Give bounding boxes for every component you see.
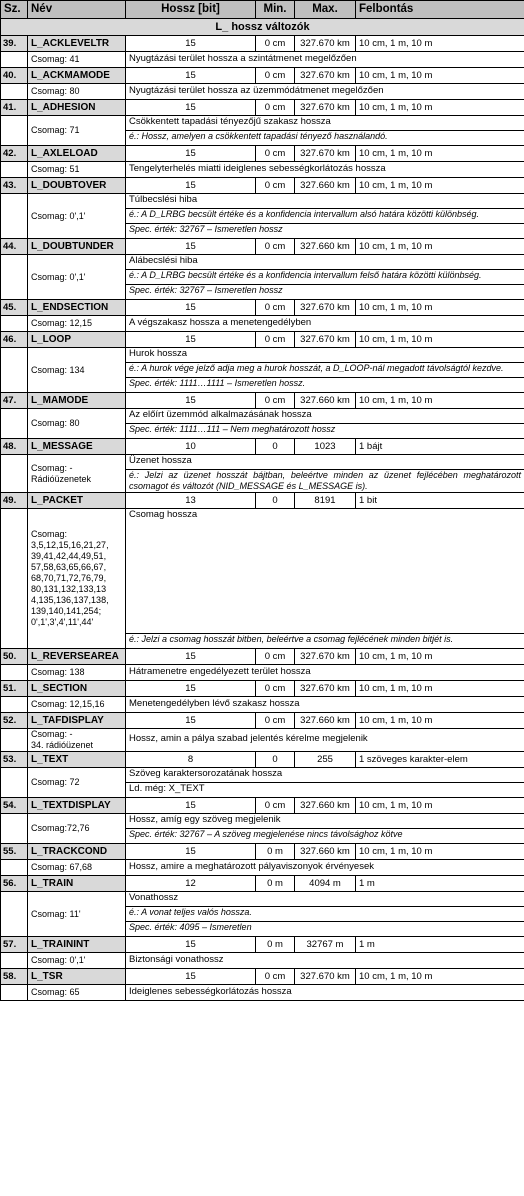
variable-description (126, 162, 524, 178)
variable-name: L_TEXTDISPLAY (28, 798, 126, 814)
variable-number: 58. (1, 969, 28, 985)
variable-name: L_REVERSEAREA (28, 649, 126, 665)
variable-min: 0 cm (256, 68, 295, 84)
variable-number: 40. (1, 68, 28, 84)
variable-number: 46. (1, 332, 28, 348)
description-text: Vonathossz (129, 892, 179, 903)
blank-cell (1, 316, 28, 332)
variable-row (1, 681, 524, 697)
variable-row (1, 36, 524, 52)
blank-cell (1, 255, 28, 300)
variable-min: 0 (256, 752, 295, 768)
blank-cell (1, 665, 28, 681)
variable-number: 52. (1, 713, 28, 729)
variable-number: 57. (1, 937, 28, 953)
packet-list: Csomag: 3,5,12,15,16,21,27, 39,41,42,44,49,51, 57,58,63,65,66,67, 68,70,71,72,76,79, 80,131,132,133,13 4,135,136,137,138, 139,140,141,254; 0',1',3',4',11',44' (28, 509, 126, 649)
packet-list: Csomag: 0',1' (28, 255, 126, 300)
variable-detail-row (1, 729, 524, 752)
description-text: Üzenet hossza (129, 455, 192, 466)
variable-bits: 15 (126, 100, 256, 116)
variable-detail-row (1, 52, 524, 68)
description-note: Spec. érték: 4095 – Ismeretlen (126, 921, 524, 936)
variable-detail-row (1, 697, 524, 713)
packet-list: Csomag: 11' (28, 892, 126, 937)
variable-name: L_TRAIN (28, 876, 126, 892)
variable-name: L_ACKLEVELTR (28, 36, 126, 52)
variable-max: 4094 m (295, 876, 356, 892)
variable-detail-row (1, 84, 524, 100)
variable-description (126, 665, 524, 681)
variable-min: 0 cm (256, 36, 295, 52)
blank-cell (1, 162, 28, 178)
variable-max: 327.670 km (295, 681, 356, 697)
variable-detail-row (1, 985, 524, 1001)
variable-row (1, 798, 524, 814)
variable-bits: 10 (126, 439, 256, 455)
description-text: Hurok hossza (129, 348, 188, 359)
variable-resolution: 1 m (356, 937, 524, 953)
variable-detail-row (1, 409, 524, 439)
variable-number: 42. (1, 146, 28, 162)
variable-resolution: 10 cm, 1 m, 10 m (356, 332, 524, 348)
variable-name: L_ACKMAMODE (28, 68, 126, 84)
blank-cell (1, 509, 28, 649)
variable-min: 0 cm (256, 332, 295, 348)
packet-list: Csomag:72,76 (28, 814, 126, 844)
variable-number: 49. (1, 493, 28, 509)
variable-detail-row (1, 814, 524, 844)
variable-detail-row (1, 255, 524, 300)
description-text: Nyugtázási terület hossza az üzemmódátmenet megelőzően (129, 84, 384, 96)
packet-list: Csomag: 0',1' (28, 953, 126, 969)
variable-row (1, 68, 524, 84)
variable-description (126, 985, 524, 1001)
blank-cell (1, 953, 28, 969)
variable-description (126, 814, 524, 844)
variable-max: 32767 m (295, 937, 356, 953)
description-text: Menetengedélyben lévő szakasz hossza (129, 697, 300, 709)
variable-row (1, 752, 524, 768)
description-text: Hossz, amin a pálya szabad jelentés kérelme megjelenik (129, 733, 368, 744)
variable-resolution: 10 cm, 1 m, 10 m (356, 146, 524, 162)
packet-list: Csomag: 41 (28, 52, 126, 68)
variable-detail-row (1, 509, 524, 649)
section-row (1, 19, 524, 36)
description-text: Biztonsági vonathossz (129, 953, 224, 965)
table-body (1, 19, 524, 1001)
description-text: A végszakasz hossza a menetengedélyben (129, 316, 312, 328)
variable-description (126, 953, 524, 969)
variable-name: L_TRACKCOND (28, 844, 126, 860)
variable-number: 51. (1, 681, 28, 697)
variable-row (1, 876, 524, 892)
variable-resolution: 1 bájt (356, 439, 524, 455)
variable-bits: 13 (126, 493, 256, 509)
description-note: Spec. érték: 1111…111 – Nem meghatározott hossz (126, 423, 524, 438)
variable-bits: 8 (126, 752, 256, 768)
blank-cell (1, 194, 28, 239)
variable-min: 0 (256, 439, 295, 455)
variable-resolution: 10 cm, 1 m, 10 m (356, 239, 524, 255)
variable-bits: 15 (126, 969, 256, 985)
variable-resolution: 10 cm, 1 m, 10 m (356, 300, 524, 316)
description-note: é.: Jelzi a csomag hosszát bitben, beleértve a csomag fejlécének minden bitjét is. (126, 633, 524, 648)
variable-row (1, 146, 524, 162)
blank-cell (1, 892, 28, 937)
variable-min: 0 cm (256, 100, 295, 116)
variable-name: L_AXLELOAD (28, 146, 126, 162)
header-felbontas: Felbontás (356, 1, 524, 19)
variable-row (1, 439, 524, 455)
description-text: Az előírt üzemmód alkalmazásának hossza (129, 409, 312, 420)
variable-name: L_MESSAGE (28, 439, 126, 455)
header-nev: Név (28, 1, 126, 19)
variable-max: 327.670 km (295, 68, 356, 84)
blank-cell (1, 348, 28, 393)
description-note: é.: A D_LRBG becsült értéke és a konfidencia intervallum felső határa közötti különbség. (126, 269, 524, 284)
variable-max: 255 (295, 752, 356, 768)
variable-description (126, 509, 524, 649)
variable-min: 0 (256, 493, 295, 509)
variable-bits: 15 (126, 239, 256, 255)
variable-description (126, 729, 524, 752)
variable-number: 43. (1, 178, 28, 194)
section-title: L_ hossz változók (1, 19, 524, 36)
variable-max: 327.660 km (295, 798, 356, 814)
blank-cell (1, 697, 28, 713)
variable-resolution: 10 cm, 1 m, 10 m (356, 969, 524, 985)
packet-list: Csomag: 71 (28, 116, 126, 146)
variable-description (126, 697, 524, 713)
variable-max: 327.670 km (295, 332, 356, 348)
variable-min: 0 cm (256, 969, 295, 985)
variable-min: 0 cm (256, 798, 295, 814)
variable-max: 327.660 km (295, 178, 356, 194)
blank-cell (1, 52, 28, 68)
description-text: Hátramenetre engedélyezett terület hossza (129, 665, 311, 677)
variable-name: L_MAMODE (28, 393, 126, 409)
variable-bits: 15 (126, 178, 256, 194)
variable-name: L_ENDSECTION (28, 300, 126, 316)
variable-resolution: 10 cm, 1 m, 10 m (356, 649, 524, 665)
blank-cell (1, 860, 28, 876)
variable-detail-row (1, 860, 524, 876)
blank-cell (1, 768, 28, 798)
variable-number: 56. (1, 876, 28, 892)
description-text: Túlbecslési hiba (129, 194, 198, 205)
variable-name: L_DOUBTUNDER (28, 239, 126, 255)
variable-name: L_TAFDISPLAY (28, 713, 126, 729)
packet-list: Csomag: 134 (28, 348, 126, 393)
variable-resolution: 10 cm, 1 m, 10 m (356, 681, 524, 697)
variable-row (1, 844, 524, 860)
description-note: é.: A D_LRBG becsült értéke és a konfidencia intervallum alsó határa közötti különbség. (126, 208, 524, 223)
packet-list: Csomag: 12,15 (28, 316, 126, 332)
variable-description (126, 860, 524, 876)
variable-max: 327.670 km (295, 146, 356, 162)
variable-detail-row (1, 768, 524, 798)
description-note: é.: Hossz, amelyen a csökkentett tapadási tényező használandó. (126, 130, 524, 145)
header-max: Max. (295, 1, 356, 19)
description-note: Spec. érték: 32767 – Ismeretlen hossz (126, 284, 524, 299)
packet-list: Csomag: 65 (28, 985, 126, 1001)
variable-resolution: 1 bit (356, 493, 524, 509)
packet-list: Csomag: 0',1' (28, 194, 126, 239)
variable-resolution: 10 cm, 1 m, 10 m (356, 100, 524, 116)
variable-detail-row (1, 194, 524, 239)
blank-cell (1, 729, 28, 752)
variable-name: L_TRAININT (28, 937, 126, 953)
variable-min: 0 cm (256, 393, 295, 409)
variable-row (1, 332, 524, 348)
description-text: Alábecslési hiba (129, 255, 198, 266)
variable-number: 50. (1, 649, 28, 665)
description-note: Spec. érték: 1111…1111 – Ismeretlen hossz. (126, 377, 524, 392)
variable-row (1, 239, 524, 255)
packet-list: Csomag: - 34. rádióüzenet (28, 729, 126, 752)
blank-cell (1, 84, 28, 100)
variable-max: 327.670 km (295, 969, 356, 985)
variable-max: 327.660 km (295, 239, 356, 255)
variable-min: 0 cm (256, 300, 295, 316)
variable-max: 327.660 km (295, 713, 356, 729)
variable-resolution: 1 m (356, 876, 524, 892)
variable-resolution: 1 szöveges karakter-elem (356, 752, 524, 768)
packet-list: Csomag: 12,15,16 (28, 697, 126, 713)
description-note: é.: A hurok vége jelző adja meg a hurok hosszát, a D_LOOP-nál megadott távolságtól kezdve. (126, 362, 524, 377)
description-text: Csökkentett tapadási tényezőjű szakasz hossza (129, 116, 331, 127)
variable-row (1, 937, 524, 953)
variable-max: 327.660 km (295, 844, 356, 860)
description-text: Ld. még: X_TEXT (126, 782, 524, 797)
variable-resolution: 10 cm, 1 m, 10 m (356, 68, 524, 84)
variable-detail-row (1, 665, 524, 681)
variable-description (126, 52, 524, 68)
variable-bits: 15 (126, 681, 256, 697)
variable-name: L_ADHESION (28, 100, 126, 116)
description-text: Csomag hossza (129, 509, 198, 520)
variable-detail-row (1, 455, 524, 493)
variable-resolution: 10 cm, 1 m, 10 m (356, 36, 524, 52)
variable-number: 55. (1, 844, 28, 860)
variable-number: 54. (1, 798, 28, 814)
variable-row (1, 393, 524, 409)
variable-max: 327.670 km (295, 36, 356, 52)
variable-description (126, 84, 524, 100)
variable-number: 47. (1, 393, 28, 409)
variable-description (126, 316, 524, 332)
variable-bits: 15 (126, 393, 256, 409)
variable-bits: 15 (126, 332, 256, 348)
variable-row (1, 100, 524, 116)
variable-row (1, 493, 524, 509)
header-hossz: Hossz [bit] (126, 1, 256, 19)
blank-cell (1, 409, 28, 439)
description-note: é.: A vonat teljes valós hossza. (126, 906, 524, 921)
variable-description (126, 348, 524, 393)
description-text: Nyugtázási terület hossza a szintátmenet megelőzően (129, 52, 357, 64)
variable-number: 39. (1, 36, 28, 52)
variable-detail-row (1, 348, 524, 393)
variable-row (1, 649, 524, 665)
blank-cell (1, 985, 28, 1001)
description-note: Spec. érték: 32767 – Ismeretlen hossz (126, 223, 524, 238)
variable-resolution: 10 cm, 1 m, 10 m (356, 178, 524, 194)
variable-detail-row (1, 892, 524, 937)
variable-number: 41. (1, 100, 28, 116)
variable-row (1, 178, 524, 194)
variable-bits: 15 (126, 798, 256, 814)
variable-name: L_PACKET (28, 493, 126, 509)
variable-name: L_LOOP (28, 332, 126, 348)
description-note: Spec. érték: 32767 – A szöveg megjelenése nincs távolsághoz kötve (126, 828, 524, 843)
variable-detail-row (1, 953, 524, 969)
variable-detail-row (1, 162, 524, 178)
packet-list: Csomag: 138 (28, 665, 126, 681)
variable-max: 327.660 km (295, 393, 356, 409)
variable-number: 44. (1, 239, 28, 255)
variable-name: L_TEXT (28, 752, 126, 768)
variable-min: 0 m (256, 844, 295, 860)
description-text: Tengelyterhelés miatti ideiglenes sebességkorlátozás hossza (129, 162, 386, 174)
description-text: Hossz, amire a meghatározott pályaviszonyok érvényesek (129, 860, 375, 872)
variable-name: L_DOUBTOVER (28, 178, 126, 194)
variable-description (126, 194, 524, 239)
variable-description (126, 255, 524, 300)
variable-description (126, 455, 524, 493)
blank-cell (1, 116, 28, 146)
variable-description (126, 892, 524, 937)
blank-cell (1, 455, 28, 493)
variable-resolution: 10 cm, 1 m, 10 m (356, 844, 524, 860)
variable-max: 327.670 km (295, 300, 356, 316)
variable-min: 0 cm (256, 713, 295, 729)
variable-bits: 15 (126, 36, 256, 52)
variable-name: L_TSR (28, 969, 126, 985)
variable-detail-row (1, 116, 524, 146)
variable-row (1, 300, 524, 316)
variable-description (126, 116, 524, 146)
packet-list: Csomag: 67,68 (28, 860, 126, 876)
variable-bits: 12 (126, 876, 256, 892)
variable-max: 8191 (295, 493, 356, 509)
variable-number: 48. (1, 439, 28, 455)
header-min: Min. (256, 1, 295, 19)
description-text: Ideiglenes sebességkorlátozás hossza (129, 985, 292, 997)
variable-bits: 15 (126, 146, 256, 162)
variable-resolution: 10 cm, 1 m, 10 m (356, 798, 524, 814)
variable-max: 1023 (295, 439, 356, 455)
variable-detail-row (1, 316, 524, 332)
variable-bits: 15 (126, 937, 256, 953)
variable-min: 0 cm (256, 178, 295, 194)
header-sz: Sz. (1, 1, 28, 19)
variable-min: 0 m (256, 937, 295, 953)
blank-cell (1, 814, 28, 844)
variable-bits: 15 (126, 844, 256, 860)
variable-bits: 15 (126, 713, 256, 729)
variable-description (126, 768, 524, 798)
variable-description (126, 409, 524, 439)
packet-list: Csomag: 80 (28, 84, 126, 100)
variable-bits: 15 (126, 68, 256, 84)
variable-min: 0 cm (256, 681, 295, 697)
table-header-row (1, 1, 524, 19)
variable-name: L_SECTION (28, 681, 126, 697)
variable-bits: 15 (126, 649, 256, 665)
variable-min: 0 cm (256, 649, 295, 665)
packet-list: Csomag: - Rádióüzenetek (28, 455, 126, 493)
variable-min: 0 cm (256, 146, 295, 162)
variable-row (1, 713, 524, 729)
packet-list: Csomag: 51 (28, 162, 126, 178)
variable-min: 0 cm (256, 239, 295, 255)
description-text: Szöveg karaktersorozatának hossza (129, 768, 283, 779)
variable-number: 53. (1, 752, 28, 768)
packet-list: Csomag: 72 (28, 768, 126, 798)
variable-resolution: 10 cm, 1 m, 10 m (356, 713, 524, 729)
variable-row (1, 969, 524, 985)
variable-number: 45. (1, 300, 28, 316)
variable-bits: 15 (126, 300, 256, 316)
variable-resolution: 10 cm, 1 m, 10 m (356, 393, 524, 409)
variable-min: 0 m (256, 876, 295, 892)
description-note: é.: Jelzi az üzenet hosszát bájtban, beleértve minden az üzenet fejlécében meghatározott csomagot és változót (NID_MESSAGE és L_MESSAGE is). (126, 469, 524, 492)
variable-max: 327.670 km (295, 649, 356, 665)
packet-list: Csomag: 80 (28, 409, 126, 439)
variable-max: 327.670 km (295, 100, 356, 116)
description-text: Hossz, amíg egy szöveg megjelenik (129, 814, 281, 825)
